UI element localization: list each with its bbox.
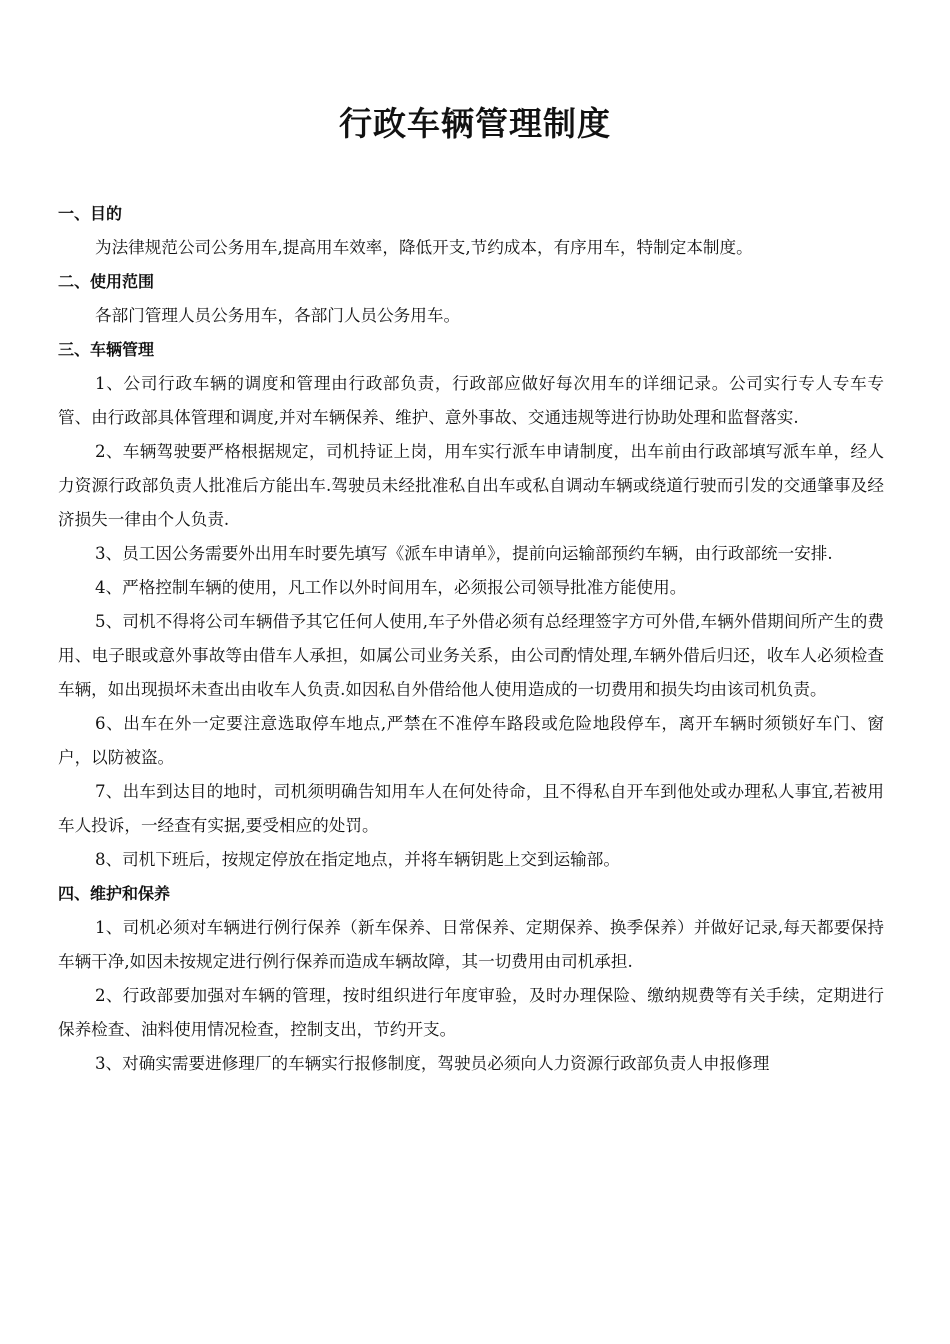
section-heading: 二、使用范围 [58,272,155,291]
paragraph: 5、司机不得将公司车辆借予其它任何人使用,车子外借必须有总经理签字方可外借,车辆外借期间所产生的费用、电子眼或意外事故等由借车人承担，如属公司业务关系，由公司酌情处理,车辆外借后归还，收车人必须检查车辆，如出现损坏未查出由收车人负责.如因私自外借给他人使用造成的一切费用和损失均由该司机负责。 [58,612,884,699]
paragraph: 3、员工因公务需要外出用车时要先填写《派车申请单》，提前向运输部预约车辆，由行政部统一安排. [95,544,833,563]
paragraph: 各部门管理人员公务用车，各部门人员公务用车。 [95,306,461,325]
section-heading: 一、目的 [58,204,123,223]
paragraph: 2、车辆驾驶要严格根据规定，司机持证上岗，用车实行派车申请制度，出车前由行政部填写派车单，经人力资源行政部负责人批准后方能出车.驾驶员未经批准私自出车或私自调动车辆或绕道行驶而引发的交通肇事及经济损失一律由个人负责. [58,442,884,529]
paragraph: 7、出车到达目的地时，司机须明确告知用车人在何处待命，且不得私自开车到他处或办理私人事宜,若被用车人投诉，一经查有实据,要受相应的处罚。 [58,782,884,835]
section-heading: 四、维护和保养 [58,884,171,903]
section-maintenance [58,877,884,1081]
paragraph: 2、行政部要加强对车辆的管理，按时组织进行年度审验，及时办理保险、缴纳规费等有关手续，定期进行保养检查、油料使用情况检查，控制支出，节约开支。 [58,986,884,1039]
document-body [58,197,884,1081]
paragraph: 3、对确实需要进修理厂的车辆实行报修制度，驾驶员必须向人力资源行政部负责人申报修理 [95,1054,770,1073]
paragraph: 6、出车在外一定要注意选取停车地点,严禁在不准停车路段或危险地段停车，离开车辆时须锁好车门、窗户，以防被盗。 [58,714,884,767]
document-title: 行政车辆管理制度 [339,104,611,143]
paragraph: 8、司机下班后，按规定停放在指定地点，并将车辆钥匙上交到运输部。 [95,850,620,869]
section-purpose [58,197,884,265]
section-vehicle-management [58,333,884,877]
paragraph: 为法律规范公司公务用车,提高用车效率，降低开支,节约成本，有序用车，特制定本制度。 [95,238,753,257]
paragraph: 1、公司行政车辆的调度和管理由行政部负责，行政部应做好每次用车的详细记录。公司实行专人专车专管、由行政部具体管理和调度,并对车辆保养、维护、意外事故、交通违规等进行协助处理和监督落实. [58,374,884,427]
paragraph: 4、严格控制车辆的使用，凡工作以外时间用车，必须报公司领导批准方能使用。 [95,578,687,597]
paragraph: 1、司机必须对车辆进行例行保养（新车保养、日常保养、定期保养、换季保养）并做好记录,每天都要保持车辆干净,如因未按规定进行例行保养而造成车辆故障，其一切费用由司机承担. [58,918,884,971]
section-heading: 三、车辆管理 [58,340,155,359]
section-scope [58,265,884,333]
